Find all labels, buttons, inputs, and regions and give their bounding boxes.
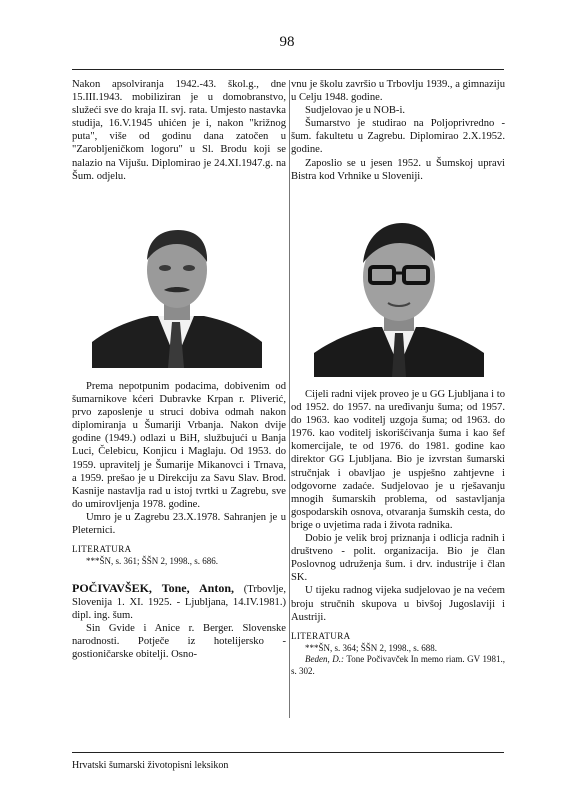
left-column-intro — [72, 78, 286, 183]
literature-heading-left: LITERATURA — [72, 544, 132, 555]
literature-item-left-1: ***ŠN, s. 361; ŠŠN 2, 1998., s. 686. — [86, 556, 219, 567]
page-footer: Hrvatski šumarski životopisni leksikon — [72, 760, 229, 771]
column-divider — [289, 80, 290, 718]
literature-author: Beden, D.: — [305, 654, 345, 665]
portrait-photo-right — [314, 215, 484, 377]
left-intro-paragraph: Nakon apsolviranja 1942.-43. škol.g., dne 15.III.1943. mobiliziran je u domobranstvo, služeći sve do kraja II. svj. rata. Umjesto nastavka studija, 16.V.1945 uhićen je i, nakon "križnog puta", više od godinu dana zatočen u "Zarobljeničkom logoru" u Sl. Brodu koji se nalazio na Vijušu. Diplomirao je 24.XI.1947.g. na Šum. odjelu. — [72, 79, 286, 182]
right-intro-paragraph-4: Zaposlio se u jesen 1952. u Šumskoj upravi Bistra kod Vrhnike u Sloveniji. — [291, 157, 505, 182]
literature-item-right-2 — [291, 654, 505, 677]
portrait-left-image — [92, 220, 262, 368]
portrait-right-image — [314, 215, 484, 377]
right-body-paragraph-2: Dobio je velik broj priznanja i odlicja radnih i društveno - polit. organizacija. Bio je član Poslovnog udruženja šum. i drv. industrije i član SK. — [291, 533, 505, 584]
portrait-photo-left — [92, 220, 262, 368]
page-number: 98 — [279, 34, 295, 50]
right-intro-paragraph-2: Sudjelovao je u NOB-i. — [305, 105, 406, 117]
header-rule — [72, 69, 504, 70]
entry-details: (Trbovlje, Slovenija 1. XI. 1925. - Ljubljana, 14.IV.1981.) dipl. ing. šum. — [72, 583, 286, 621]
right-column-body — [291, 388, 505, 677]
literature-heading-right: LITERATURA — [291, 630, 351, 641]
entry-heading — [72, 582, 286, 622]
footer-rule — [72, 752, 504, 753]
left-column-body — [72, 380, 286, 661]
left-body-paragraph-3: Sin Gvide i Anice r. Berger. Slovenske narodnosti. Potječe iz hotelijersko - gostioničarske obitelji. Osno- — [72, 623, 286, 661]
right-column-intro — [291, 78, 505, 183]
right-body-paragraph-3: U tijeku radnog vijeka sudjelovao je na većem broju stručnih skupova u bivšoj Jugoslaviji i Austriji. — [291, 585, 505, 623]
left-body-paragraph-1: Prema nepotpunim podacima, dobivenim od šumarnikove kćeri Dubravke Krpan r. Pliverić, prvo zaposlenje u struci dobiva odmah nakon diplomiranja u Šumariji Vrbanja. Nakon dvije godine (1949.) odlazi u BiH, službujući u Banja Luci, Čelebicu, Konjicu i Maglaju. Od 1953. do 1959. upravitelj je Šumarije Mikanovci i Trnava, a 1959. prešao je u Direkciju za Savu Slav. Brod. Kasnije nastavlja rad u istoj tvrtki u Zagrebu, sve do umirovljenja 1978. godine. — [72, 381, 286, 510]
right-body-paragraph-1: Cijeli radni vijek proveo je u GG Ljubljana i to od 1952. do 1957. na uređivanju šuma; od 1957. do 1963. kao voditelj uzgoja šuma; od 1963. do 1976. kao voditelj iskorišćivanja šuma i kao šef komercijale, te od 1976. do 1981. godine kao direktor GG Ljubljana. Bio je izvrstan šumarski stručnjak i obavljao je uspješno zahtjevne i odgovorne zadaće. Sudjelovao je u rješavanju mnogih šumarskih problema, od sastavljanja gospodarskih osnova, otvaranja šumskih cesta, do brige o uvjetima rada i života radnika. — [291, 389, 505, 531]
left-body-paragraph-2: Umro je u Zagrebu 23.X.1978. Sahranjen je u Pleternici. — [72, 511, 286, 537]
literature-title: Tone Počivavček In memo riam. GV 1981., s. 302. — [291, 654, 505, 676]
right-intro-paragraph-1: vnu je školu završio u Trbovlju 1939., a gimnaziju u Celju 1948. godine. — [291, 79, 505, 104]
right-intro-paragraph-3: Šumarstvo je studirao na Poljoprivredno - šum. fakultetu u Zagrebu. Diplomirao 2.X.1952. godine. — [291, 118, 505, 156]
literature-item-right-1: ***ŠN, s. 364; ŠŠN 2, 1998., s. 688. — [305, 642, 438, 653]
entry-name: POČIVAVŠEK, Tone, Anton, — [72, 580, 235, 595]
